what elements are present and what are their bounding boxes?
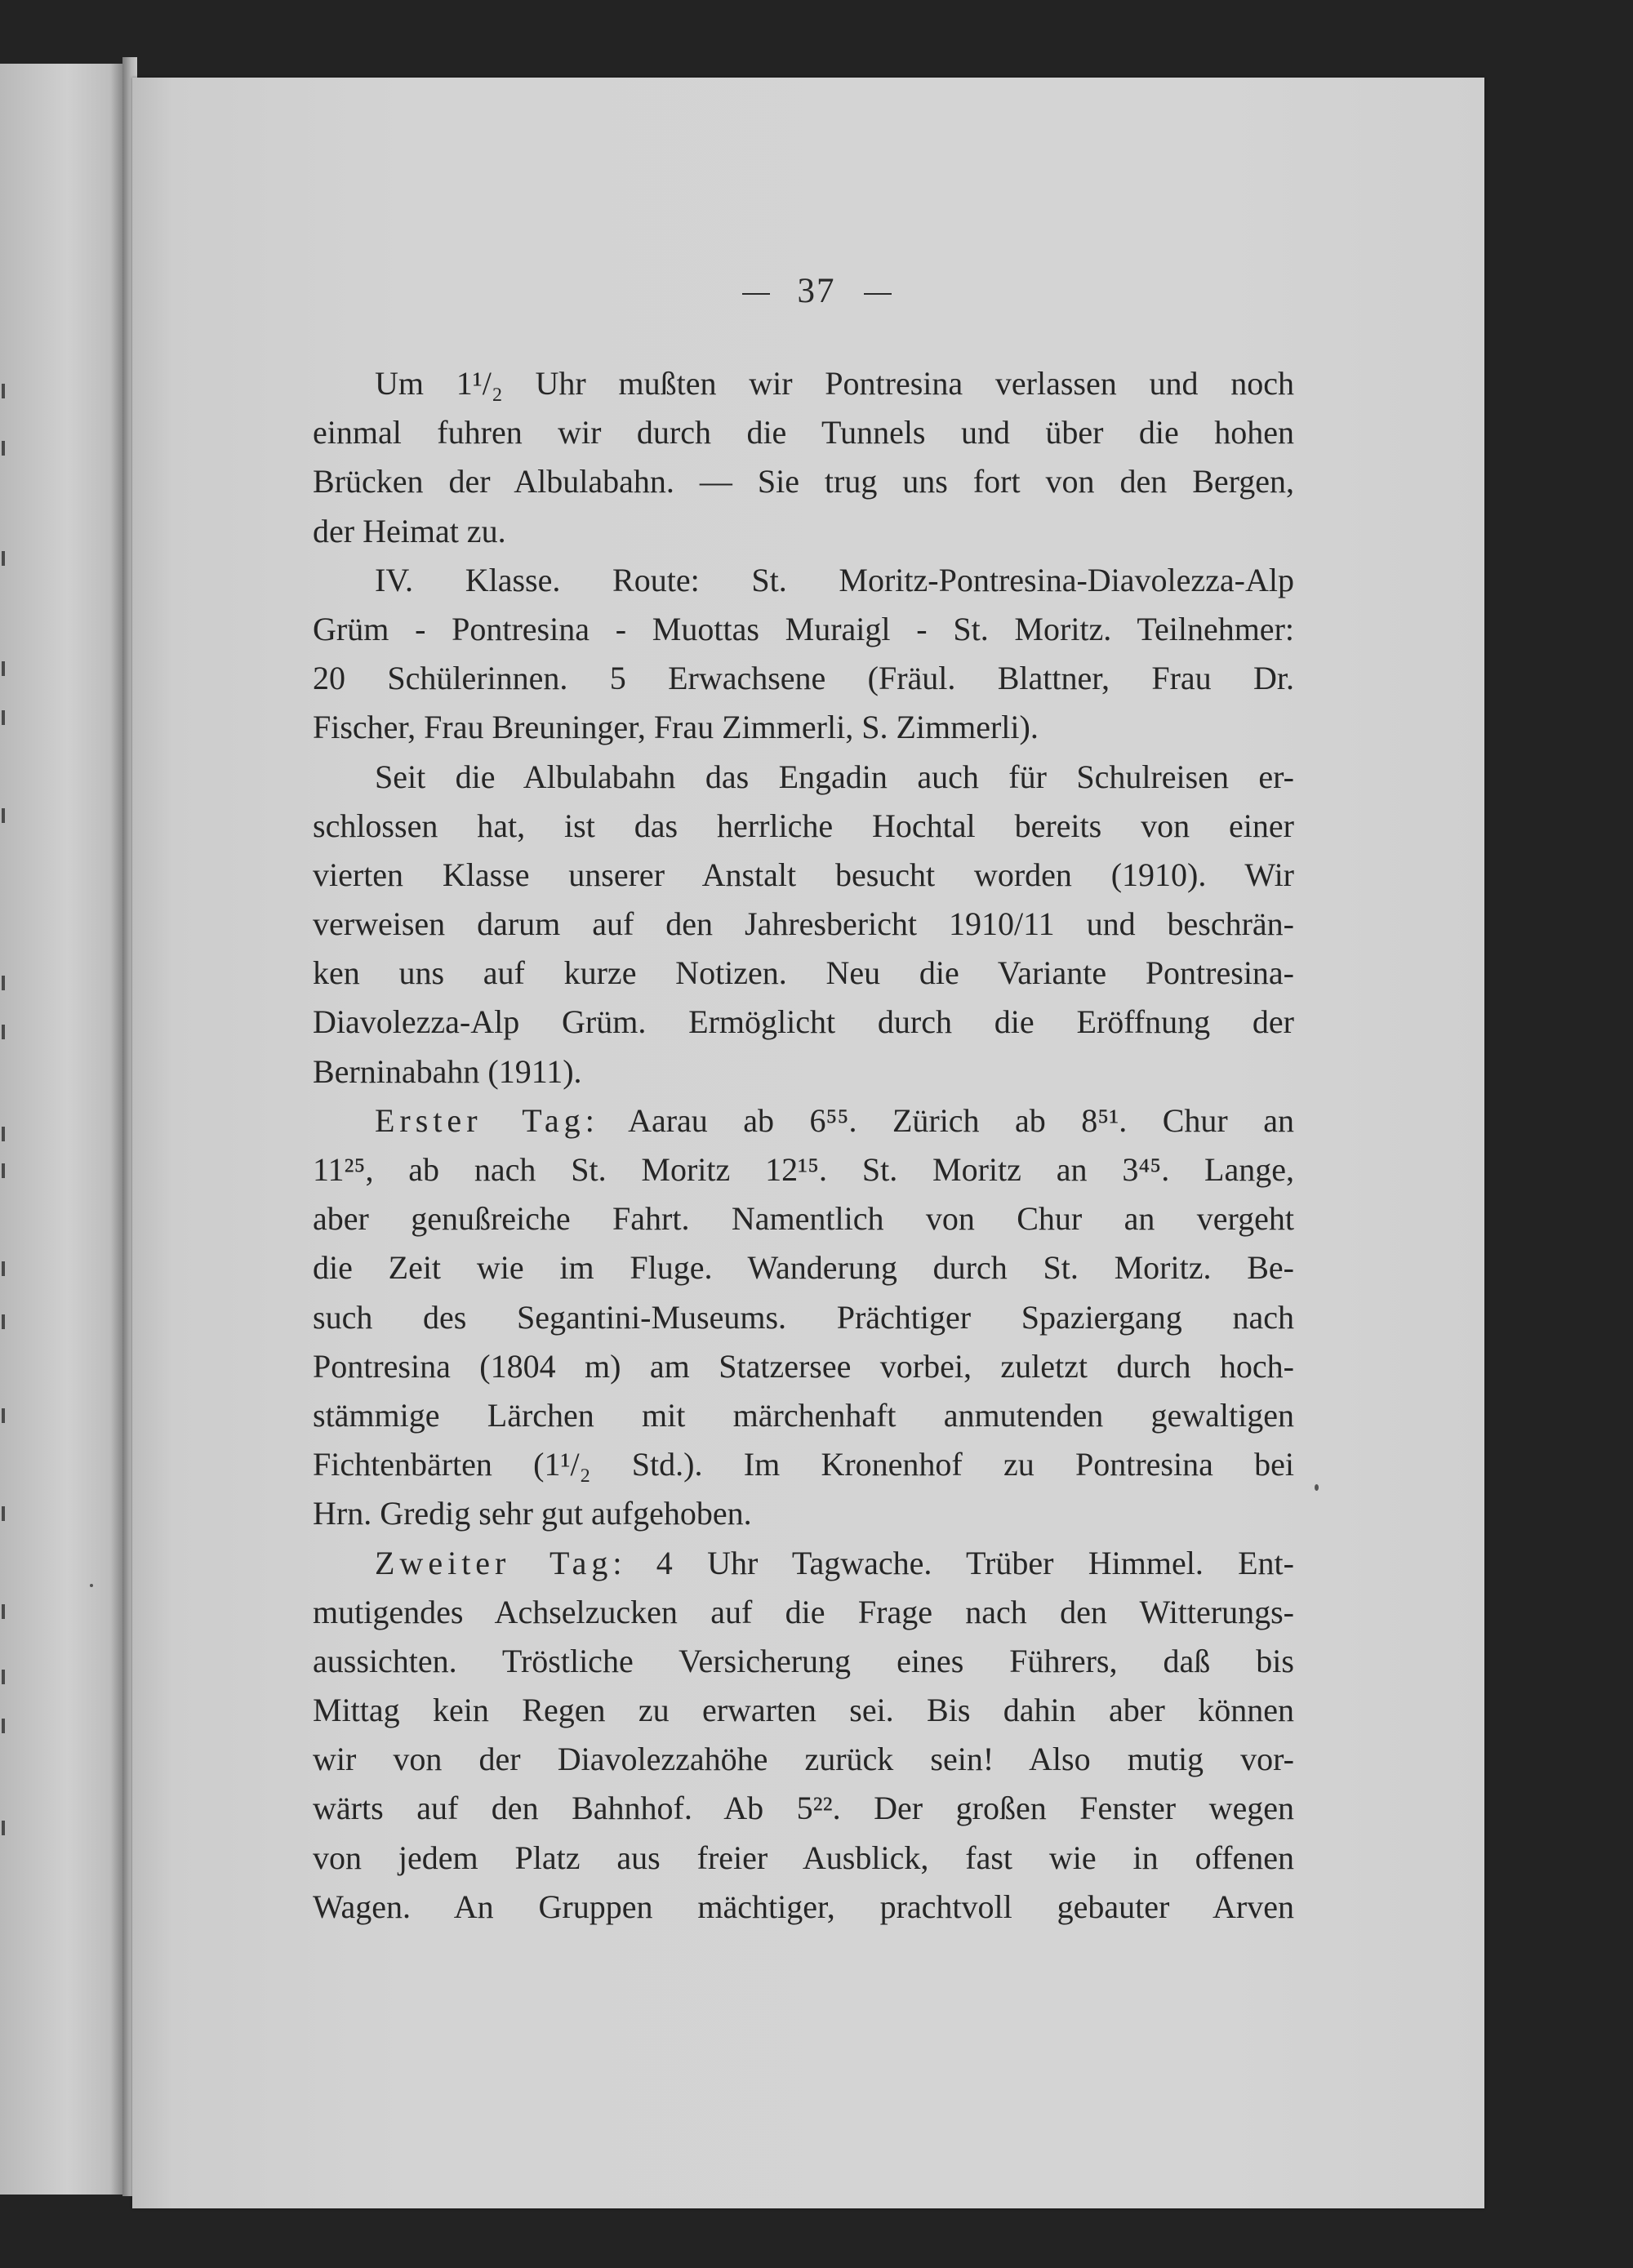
text-line: mutigendes Achselzucken auf die Frage nach den Witterungs- (313, 1593, 1294, 1630)
text-line: Hrn. Gredig sehr gut aufgehoben. (313, 1495, 752, 1532)
text-line: von jedem Platz aus freier Ausblick, fast wie in offenen (313, 1839, 1294, 1876)
text-line: Mittag kein Regen zu erwarten sei. Bis dahin aber können (313, 1692, 1294, 1729)
page-number: 37 (797, 272, 836, 310)
text-line: IV. Klasse. Route: St. Moritz-Pontresina-Diavolezza-Alp (375, 561, 1294, 598)
text-line: einmal fuhren wir durch die Tunnels und über die hohen (313, 414, 1294, 451)
text-line: wärts auf den Bahnhof. Ab 5²². Der großen Fenster wegen (313, 1790, 1294, 1827)
text-line: such des Segantini-Museums. Prächtiger Spaziergang nach (313, 1298, 1294, 1336)
text-line: Berninabahn (1911). (313, 1052, 582, 1090)
page-number-header (0, 271, 1633, 311)
text-line: aussichten. Tröstliche Versicherung eines Führers, daß bis (313, 1642, 1294, 1679)
text-line: 20 Schülerinnen. 5 Erwachsene (Fräul. Blattner, Frau Dr. (313, 660, 1294, 697)
right-dash (864, 293, 892, 295)
text-line: stämmige Lärchen mit märchenhaft anmutenden gewaltigen (313, 1396, 1294, 1434)
left-dash (742, 293, 770, 295)
text-line: die Zeit wie im Fluge. Wanderung durch St. Moritz. Be- (313, 1249, 1294, 1287)
text-line: Um 1¹/₂ Uhr mußten wir Pontresina verlassen und noch (375, 365, 1294, 402)
text-line: schlossen hat, ist das herrliche Hochtal bereits von einer (313, 807, 1294, 844)
text-line: Seit die Albulabahn das Engadin auch für Schulreisen er- (375, 758, 1294, 795)
text-line: Zweiter Tag: 4 Uhr Tagwache. Trüber Himmel. Ent- (375, 1544, 1294, 1581)
text-line: Wagen. An Gruppen mächtiger, prachtvoll gebauter Arven (313, 1888, 1294, 1925)
text-line: Fischer, Frau Breuninger, Frau Zimmerli, S. Zimmerli). (313, 709, 1039, 746)
text-line: Erster Tag: Aarau ab 6⁵⁵. Zürich ab 8⁵¹. Chur an (375, 1101, 1294, 1139)
text-line: Pontresina (1804 m) am Statzersee vorbei, zuletzt durch hoch- (313, 1347, 1294, 1385)
text-line: vierten Klasse unserer Anstalt besucht worden (1910). Wir (313, 856, 1294, 893)
text-line: der Heimat zu. (313, 512, 506, 549)
text-line: aber genußreiche Fahrt. Namentlich von Chur an vergeht (313, 1200, 1294, 1238)
body-text (313, 359, 1294, 1932)
text-line: 11²⁵, ab nach St. Moritz 12¹⁵. St. Moritz an 3⁴⁵. Lange, (313, 1151, 1294, 1188)
text-line: Diavolezza-Alp Grüm. Ermöglicht durch die Eröffnung der (313, 1003, 1294, 1041)
left-page-edge (0, 64, 122, 2195)
dust-speck (90, 1584, 93, 1587)
dust-speck (1315, 1484, 1319, 1491)
text-line: ken uns auf kurze Notizen. Neu die Variante Pontresina- (313, 954, 1294, 992)
text-line: wir von der Diavolezzahöhe zurück sein! Also mutig vor- (313, 1741, 1294, 1778)
text-line: Fichtenbärten (1¹/₂ Std.). Im Kronenhof zu Pontresina bei (313, 1446, 1294, 1483)
text-line: verweisen darum auf den Jahresbericht 1910/11 und beschrän- (313, 905, 1294, 943)
text-line: Grüm - Pontresina - Muottas Muraigl - St. Moritz. Teilnehmer: (313, 610, 1294, 647)
text-line: Brücken der Albulabahn. — Sie trug uns fort von den Bergen, (313, 463, 1294, 500)
left-page-text-remnants (0, 0, 10, 2268)
